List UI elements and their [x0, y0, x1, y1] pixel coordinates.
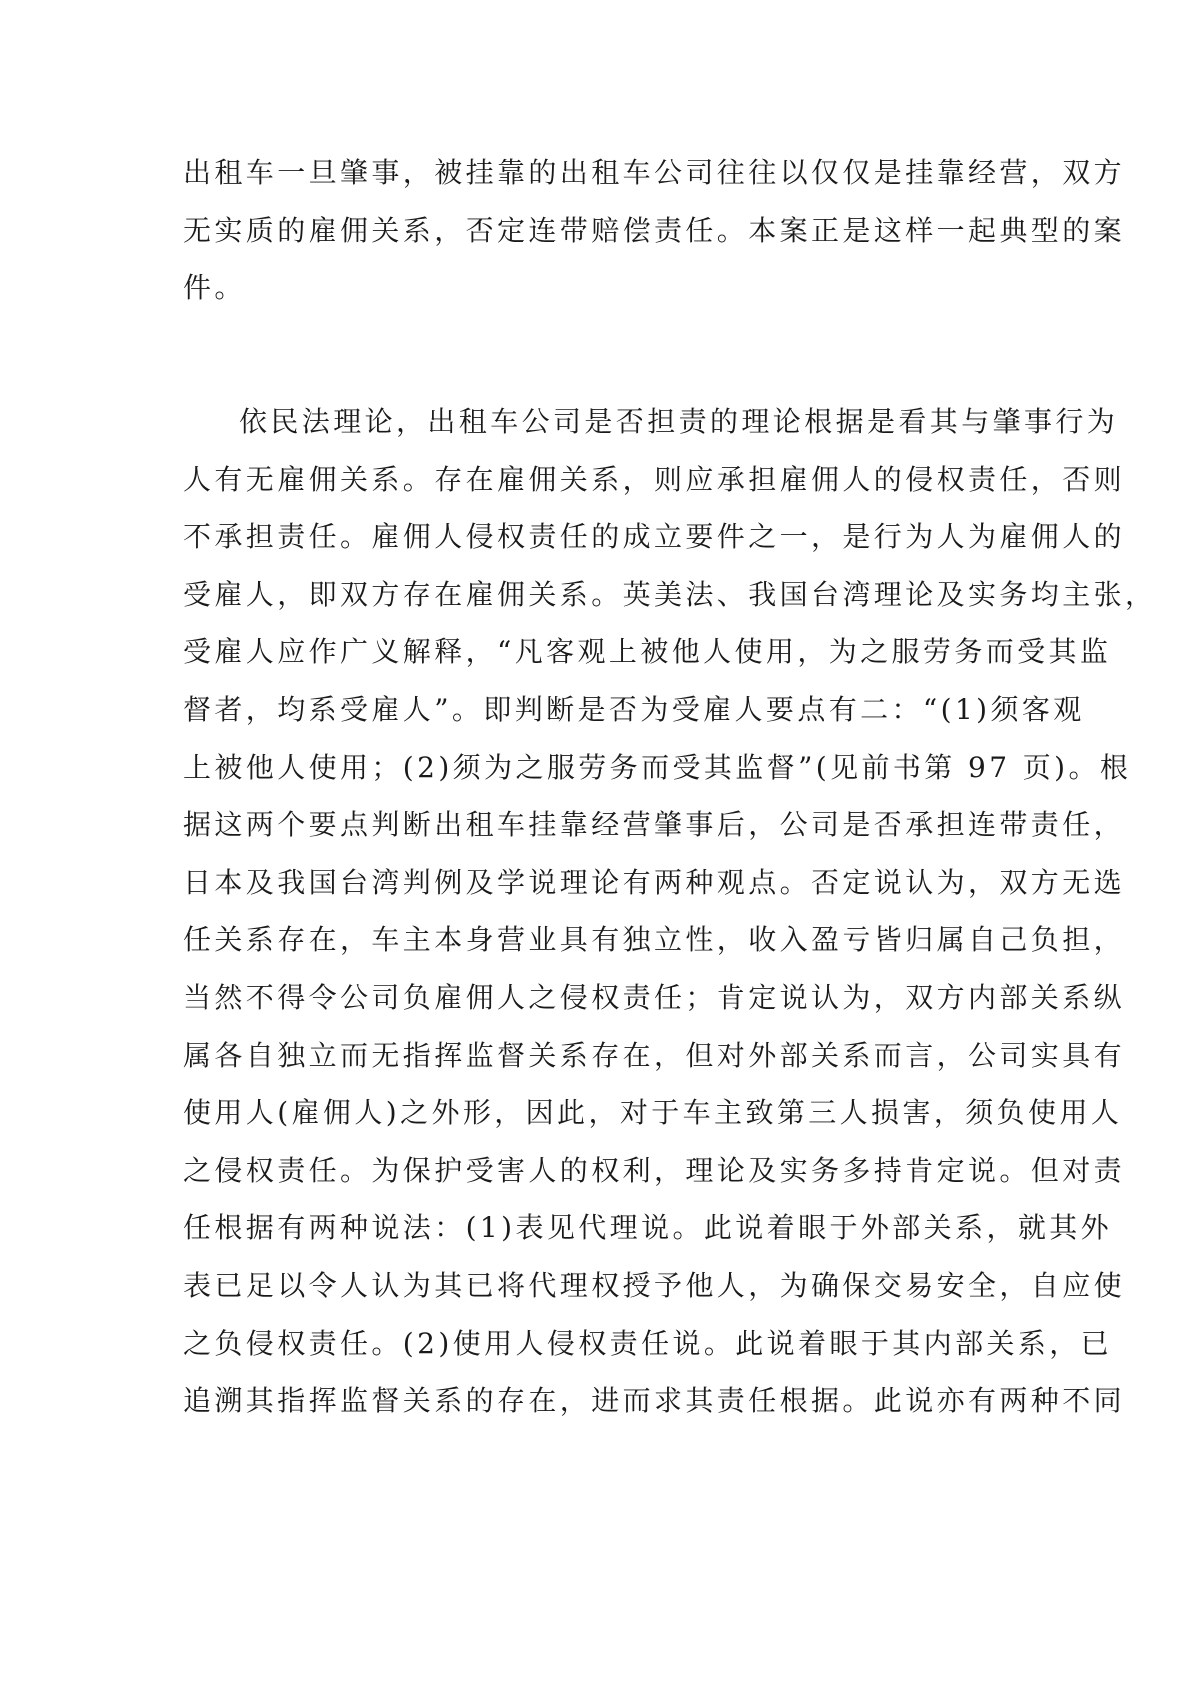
paragraph-line: 受雇人应作广义解释，“凡客观上被他人使用，为之服劳务而受其监 — [183, 635, 1112, 669]
paragraph-line: 人有无雇佣关系。存在雇佣关系，则应承担雇佣人的侵权责任，否则 — [183, 462, 1126, 496]
paragraph-1 — [183, 144, 1126, 317]
paragraph-line: 追溯其指挥监督关系的存在，进而求其责任根据。此说亦有两种不同 — [183, 1384, 1126, 1418]
paragraph-line: 日本及我国台湾判例及学说理论有两种观点。否定说认为，双方无选 — [183, 865, 1126, 899]
paragraph-line: 使用人(雇佣人)之外形，因此，对于车主致第三人损害，须负使用人 — [183, 1096, 1123, 1130]
paragraph-line: 表已足以令人认为其已将代理权授予他人，为确保交易安全，自应使 — [183, 1268, 1126, 1302]
paragraph-line: 不承担责任。雇佣人侵权责任的成立要件之一，是行为人为雇佣人的 — [183, 520, 1126, 554]
paragraph-line: 督者，均系受雇人”。即判断是否为受雇人要点有二：“(1)须客观 — [183, 692, 1085, 726]
paragraph-line: 当然不得令公司负雇佣人之侵权责任；肯定说认为，双方内部关系纵 — [183, 980, 1126, 1014]
paragraph-line — [183, 1430, 1015, 1488]
paragraph-line: 受雇人，即双方存在雇佣关系。英美法、我国台湾理论及实务均主张， — [183, 577, 1157, 611]
paragraph-line: 据这两个要点判断出租车挂靠经营肇事后，公司是否承担连带责任， — [183, 808, 1126, 842]
paragraph-line: 之侵权责任。为保护受害人的权利，理论及实务多持肯定说。但对责 — [183, 1153, 1126, 1187]
paragraph-line: 无实质的雇佣关系，否定连带赔偿责任。本案正是这样一起典型的案 — [183, 213, 1126, 247]
paragraph-line: 任关系存在，车主本身营业具有独立性，收入盈亏皆归属自己负担， — [183, 923, 1126, 957]
paragraph-line: 任根据有两种说法：(1)表见代理说。此说着眼于外部关系，就其外 — [183, 1211, 1113, 1245]
paragraph-line: 属各自独立而无指挥监督关系存在，但对外部关系而言，公司实具有 — [183, 1038, 1126, 1072]
paragraph-line: 之负侵权责任。(2)使用人侵权责任说。此说着眼于其内部关系，已 — [183, 1326, 1113, 1360]
paragraph-2 — [183, 393, 1157, 1487]
paragraph-line: 依民法理论，出租车公司是否担责的理论根据是看其与肇事行为 — [239, 405, 1119, 438]
paragraph-line: 出租车一旦肇事，被挂靠的出租车公司往往以仅仅是挂靠经营，双方 — [183, 156, 1126, 189]
paragraph-line: 件。 — [183, 271, 246, 305]
paragraph-line: 上被他人使用；(2)须为之服劳务而受其监督”(见前书第 97 页)。根 — [183, 750, 1132, 784]
